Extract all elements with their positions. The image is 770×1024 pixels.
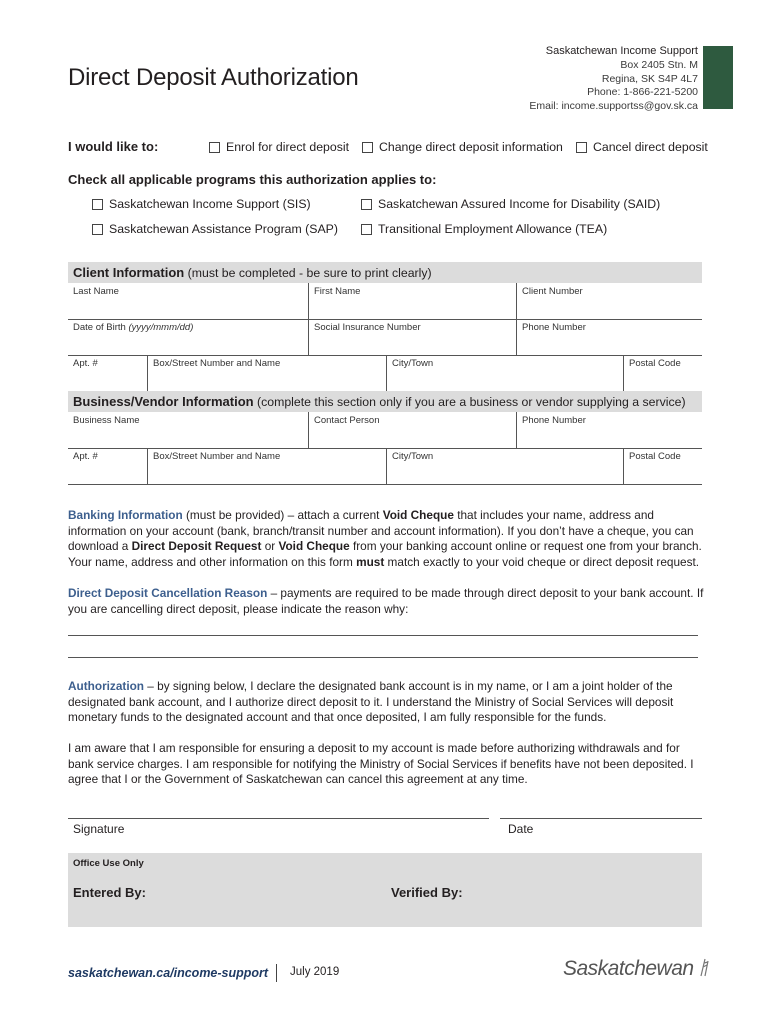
email-line: Email: income.supportss@gov.sk.ca: [529, 100, 698, 113]
option-change[interactable]: Change direct deposit information: [362, 140, 563, 154]
business-postal-field[interactable]: Postal Code: [623, 448, 702, 484]
signature-line[interactable]: [68, 818, 489, 819]
program-sis[interactable]: Saskatchewan Income Support (SIS): [92, 197, 311, 211]
client-section-header: Client Information (must be completed - be sure to print clearly): [68, 262, 702, 283]
office-use-box: [68, 853, 702, 927]
business-apt-field[interactable]: Apt. #: [73, 451, 98, 462]
first-name-field[interactable]: First Name: [308, 283, 516, 319]
cancellation-paragraph: Direct Deposit Cancellation Reason – payments are required to be made through direct deposit to your bank account. If you are cancelling direct deposit, please indicate the reason why:: [68, 586, 704, 616]
org-name: Saskatchewan Income Support: [545, 45, 698, 57]
option-cancel[interactable]: Cancel direct deposit: [576, 140, 708, 154]
footer-date: July 2019: [290, 966, 340, 978]
client-row-3: [68, 355, 702, 392]
dob-field[interactable]: Date of Birth (yyyy/mmm/dd): [73, 322, 194, 333]
change-checkbox[interactable]: [362, 142, 373, 153]
cancellation-reason-line-1[interactable]: [68, 635, 698, 636]
business-phone-field[interactable]: Phone Number: [516, 412, 702, 448]
client-number-field[interactable]: Client Number: [516, 283, 702, 319]
program-said[interactable]: Saskatchewan Assured Income for Disability (SAID): [361, 197, 660, 211]
request-label: I would like to:: [68, 139, 159, 154]
business-name-field[interactable]: Business Name: [73, 415, 140, 426]
footer-url[interactable]: saskatchewan.ca/income-support: [68, 966, 269, 980]
contact-person-field[interactable]: Contact Person: [308, 412, 516, 448]
programs-label: Check all applicable programs this authorization applies to:: [68, 172, 437, 187]
header-accent-bar: [703, 46, 733, 109]
last-name-field[interactable]: Last Name: [73, 286, 119, 297]
footer-separator: [276, 964, 277, 982]
cancel-checkbox[interactable]: [576, 142, 587, 153]
business-row-2: [68, 448, 702, 485]
date-line[interactable]: [500, 818, 702, 819]
client-postal-field[interactable]: Postal Code: [623, 355, 702, 391]
client-street-field[interactable]: Box/Street Number and Name: [147, 355, 386, 391]
sap-checkbox[interactable]: [92, 224, 103, 235]
business-street-field[interactable]: Box/Street Number and Name: [147, 448, 386, 484]
client-row-2: [68, 319, 702, 356]
enrol-checkbox[interactable]: [209, 142, 220, 153]
business-city-field[interactable]: City/Town: [386, 448, 623, 484]
entered-by-label: Entered By:: [73, 885, 146, 900]
client-apt-field[interactable]: Apt. #: [73, 358, 98, 369]
banking-paragraph: Banking Information (must be provided) – attach a current Void Cheque that includes your name, address and information on your account (bank, branch/transit number and account information). If you don’t have a cheque, you can download a Direct Deposit Request or Void Cheque from your banking account online or request one from your branch. Your name, address and other information on this form must match exactly to your void cheque or direct deposit request.: [68, 508, 702, 569]
client-phone-field[interactable]: Phone Number: [516, 319, 702, 355]
saskatchewan-logo: Saskatchewan: [563, 955, 711, 981]
tea-checkbox[interactable]: [361, 224, 372, 235]
address-line-2: Regina, SK S4P 4L7: [601, 72, 698, 85]
cancellation-reason-line-2[interactable]: [68, 657, 698, 658]
wheat-icon: [699, 955, 711, 977]
sis-checkbox[interactable]: [92, 199, 103, 210]
date-label: Date: [508, 822, 534, 836]
authorization-paragraph-2: I am aware that I am responsible for ensuring a deposit to my account is made before authorizing withdrawals and for bank service charges. I am responsible for notifying the Ministry of Social Services if benefits have not been deposited. I agree that I or the Government of Saskatchewan can cancel this agreement at any time.: [68, 741, 694, 786]
page-title: Direct Deposit Authorization: [68, 64, 359, 91]
sin-field[interactable]: Social Insurance Number: [308, 319, 516, 355]
address-line-1: Box 2405 Stn. M: [620, 58, 698, 71]
phone-line: Phone: 1-866-221-5200: [587, 86, 698, 99]
client-city-field[interactable]: City/Town: [386, 355, 623, 391]
contact-block: [529, 45, 698, 114]
program-sap[interactable]: Saskatchewan Assistance Program (SAP): [92, 222, 338, 236]
option-enrol[interactable]: Enrol for direct deposit: [209, 140, 349, 154]
office-use-title: Office Use Only: [73, 858, 144, 869]
authorization-paragraph: Authorization – by signing below, I declare the designated bank account is in my name, or I am a joint holder of the designated bank account, and I authorize direct deposit to it. I understand the Ministry of Social Services will deposit monetary funds to the designated account and that once deposited, I am fully responsible for the funds.: [68, 679, 674, 724]
verified-by-label: Verified By:: [391, 885, 463, 900]
program-tea[interactable]: Transitional Employment Allowance (TEA): [361, 222, 607, 236]
said-checkbox[interactable]: [361, 199, 372, 210]
signature-label: Signature: [73, 822, 125, 836]
business-section-header: Business/Vendor Information (complete this section only if you are a business or vendor supplying a service): [68, 391, 702, 412]
business-row-1: [68, 412, 702, 449]
client-row-1: [68, 283, 702, 320]
